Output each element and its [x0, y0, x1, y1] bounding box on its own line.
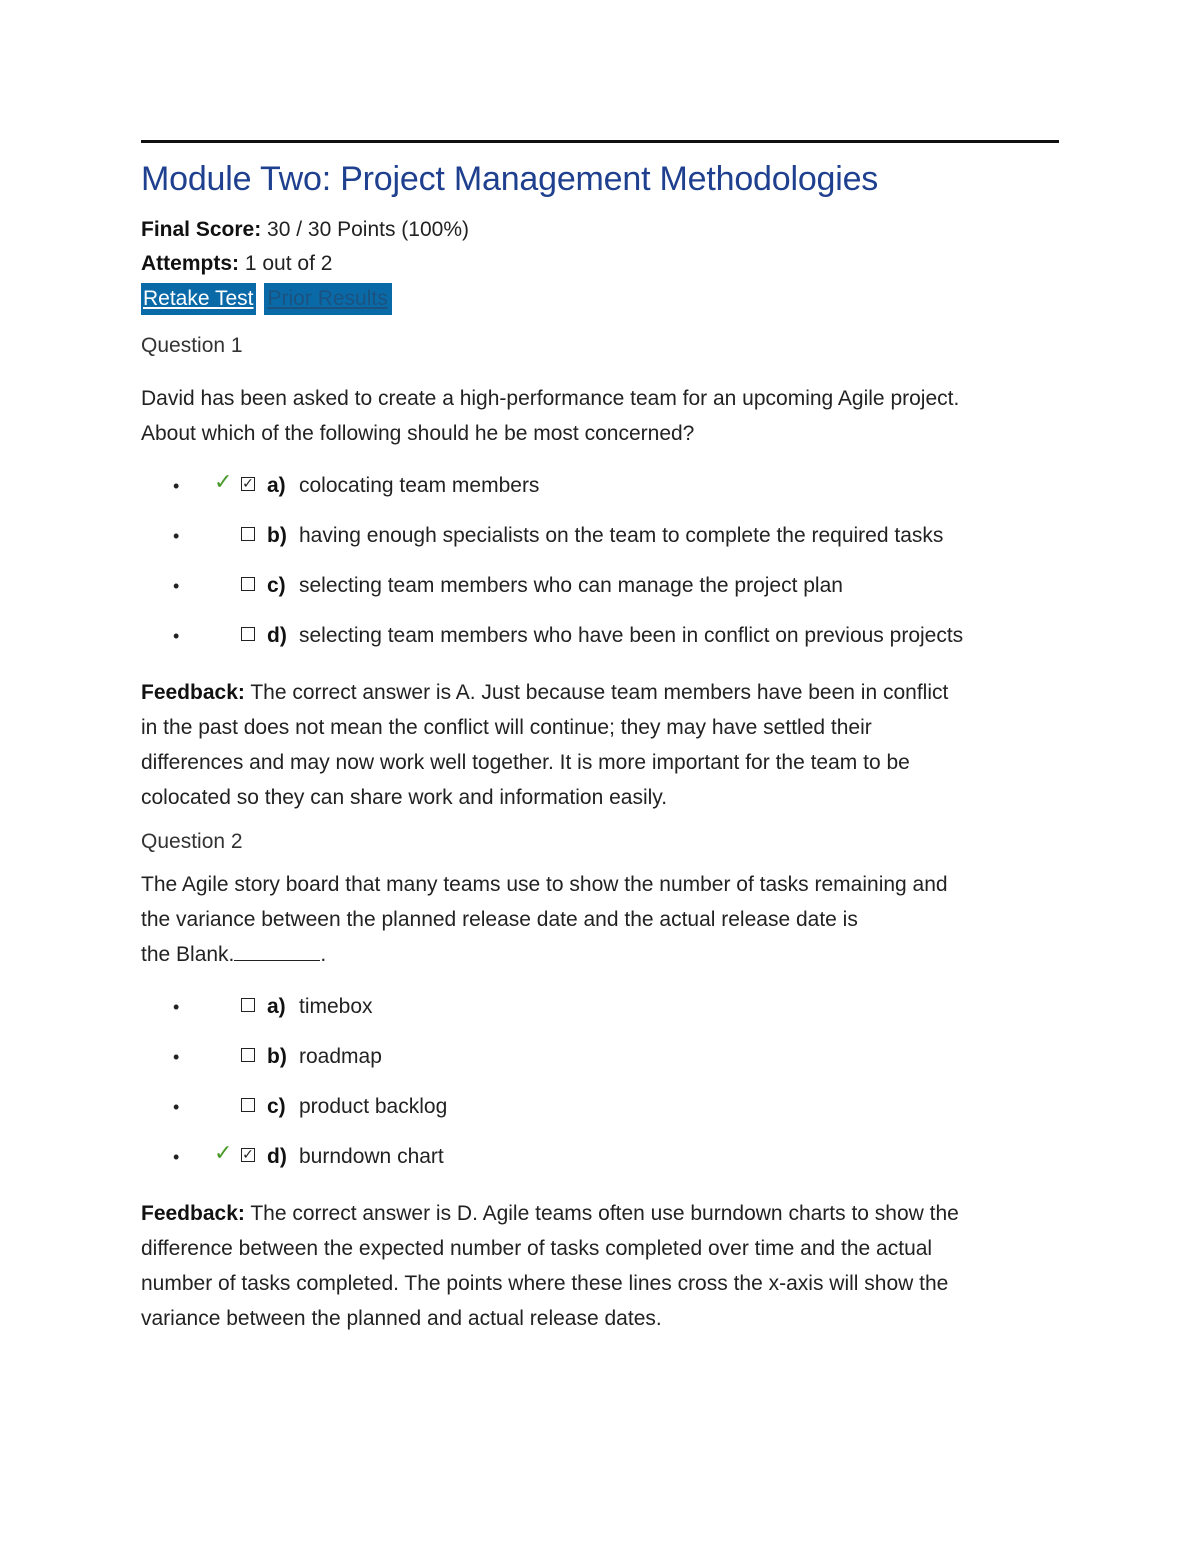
question-1-text-line: About which of the following should he be most concerned?: [141, 422, 695, 445]
correct-check-icon: ✓: [214, 1140, 233, 1165]
unchecked-checkbox-icon[interactable]: [241, 527, 255, 541]
unchecked-checkbox-icon[interactable]: [241, 1098, 255, 1112]
option-text: timebox: [299, 995, 373, 1018]
question-2-feedback: [141, 1196, 1059, 1336]
feedback-label: Feedback:: [141, 681, 245, 704]
unchecked-checkbox-icon[interactable]: [241, 627, 255, 641]
question-2-text-end: .: [320, 943, 327, 966]
option-a[interactable]: [141, 992, 1059, 1042]
option-text: selecting team members who can manage the project plan: [299, 574, 843, 597]
question-1-text-line: David has been asked to create a high-performance team for an upcoming Agile project.: [141, 387, 960, 410]
option-text: selecting team members who have been in conflict on previous projects: [299, 624, 964, 647]
option-letter: b): [267, 1045, 287, 1068]
question-2-text-line: The Agile story board that many teams use to show the number of tasks remaining and: [141, 873, 948, 896]
question-2-options: [141, 992, 1059, 1192]
question-2-text: [141, 867, 1059, 972]
bullet-icon: •: [173, 1047, 180, 1067]
option-b[interactable]: [141, 1042, 1059, 1092]
option-b[interactable]: [141, 521, 1059, 571]
option-letter: a): [267, 474, 286, 497]
bullet-icon: •: [173, 1097, 180, 1117]
attempts-row: [141, 247, 1059, 281]
bullet-icon: •: [173, 576, 180, 596]
feedback-line: colocated so they can share work and information easily.: [141, 786, 668, 809]
unchecked-checkbox-icon[interactable]: [241, 998, 255, 1012]
feedback-line: in the past does not mean the conflict will continue; they may have settled their: [141, 716, 872, 739]
question-2-text-line: the variance between the planned release date and the actual release date is: [141, 908, 858, 931]
correct-check-icon: ✓: [214, 469, 233, 494]
question-2-heading: Question 2: [141, 830, 243, 853]
question-1-feedback: [141, 675, 1059, 815]
question-1-heading: Question 1: [141, 334, 243, 357]
retake-test-button[interactable]: Retake Test: [141, 283, 256, 315]
option-letter: a): [267, 995, 286, 1018]
unchecked-checkbox-icon[interactable]: [241, 1048, 255, 1062]
prior-results-button[interactable]: Prior Results: [264, 283, 392, 315]
page-title: Module Two: Project Management Methodologies: [141, 160, 879, 198]
option-d[interactable]: [141, 621, 1059, 671]
question-2-text-line: the Blank.: [141, 943, 235, 966]
option-letter: c): [267, 1095, 286, 1118]
quiz-results-page: [141, 140, 1059, 1336]
option-letter: d): [267, 624, 287, 647]
feedback-line: number of tasks completed. The points where these lines cross the x-axis will show the: [141, 1272, 949, 1295]
checked-checkbox-icon[interactable]: ✓: [242, 475, 254, 491]
feedback-line: The correct answer is A. Just because team members have been in conflict: [250, 681, 949, 704]
option-c[interactable]: [141, 1092, 1059, 1142]
option-text: colocating team members: [299, 474, 540, 497]
option-text: product backlog: [299, 1095, 448, 1118]
option-text: roadmap: [299, 1045, 382, 1068]
top-divider: [141, 140, 1059, 143]
question-1-options: [141, 471, 1059, 671]
action-buttons: [141, 283, 1059, 319]
option-c[interactable]: [141, 571, 1059, 621]
checked-checkbox-icon[interactable]: ✓: [242, 1146, 254, 1162]
final-score-label: Final Score:: [141, 218, 262, 241]
option-text: burndown chart: [299, 1145, 444, 1168]
bullet-icon: •: [173, 1147, 180, 1167]
final-score-row: [141, 213, 1059, 247]
option-a[interactable]: [141, 471, 1059, 521]
feedback-line: The correct answer is D. Agile teams often use burndown charts to show the: [250, 1202, 959, 1225]
feedback-label: Feedback:: [141, 1202, 245, 1225]
option-text: having enough specialists on the team to complete the required tasks: [299, 524, 944, 547]
unchecked-checkbox-icon[interactable]: [241, 577, 255, 591]
attempts-label: Attempts:: [141, 252, 239, 275]
option-letter: c): [267, 574, 286, 597]
option-letter: b): [267, 524, 287, 547]
feedback-line: difference between the expected number of tasks completed over time and the actual: [141, 1237, 933, 1260]
bullet-icon: •: [173, 997, 180, 1017]
feedback-line: differences and may now work well together. It is more important for the team to be: [141, 751, 910, 774]
bullet-icon: •: [173, 476, 180, 496]
bullet-icon: •: [173, 626, 180, 646]
final-score-value: 30 / 30 Points (100%): [267, 218, 469, 241]
feedback-line: variance between the planned and actual release dates.: [141, 1307, 662, 1330]
bullet-icon: •: [173, 526, 180, 546]
question-1-text: [141, 381, 1059, 451]
option-letter: d): [267, 1145, 287, 1168]
option-d[interactable]: [141, 1142, 1059, 1192]
fill-in-blank: [234, 942, 320, 961]
attempts-value: 1 out of 2: [244, 252, 333, 275]
